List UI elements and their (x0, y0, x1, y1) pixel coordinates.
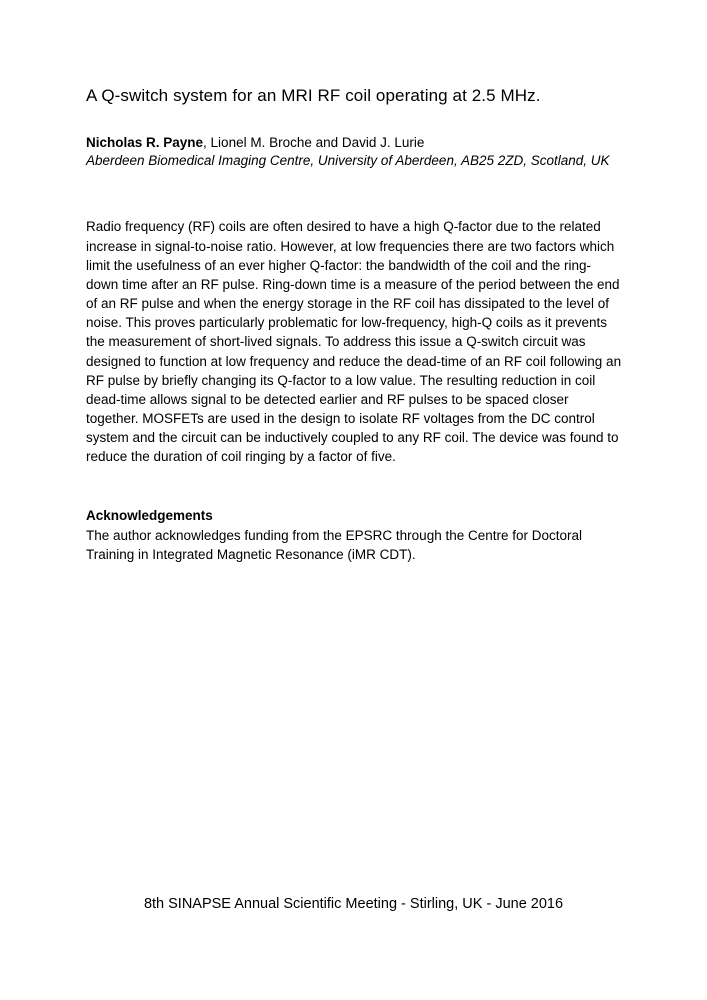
page-content (86, 86, 622, 564)
abstract-paragraph: Radio frequency (RF) coils are often desired to have a high Q-factor due to the related increase in signal-to-noise ratio. However, at low frequencies there are two factors which limit the usefulness of an ever higher Q-factor: the bandwidth of the coil and the ring-down time after an RF pulse. Ring-down time is a measure of the period between the end of an RF pulse and when the energy storage in the RF coil has dissipated to the level of noise. This proves particularly problematic for low-frequency, high-Q coils as it prevents the measurement of short-lived signals. To address this issue a Q-switch circuit was designed to function at low frequency and reduce the dead-time of an RF coil following an RF pulse by briefly changing its Q-factor to a low value. The resulting reduction in coil dead-time allows signal to be detected earlier and RF pulses to be spaced closer together. MOSFETs are used in the design to isolate RF voltages from the DC control system and the circuit can be inductively coupled to any RF coil. The device was found to reduce the duration of coil ringing by a factor of five. (86, 219, 622, 465)
lead-author-name: Nicholas R. Payne (86, 135, 204, 150)
authors-line (86, 134, 622, 152)
acknowledgements-heading: Acknowledgements (86, 508, 213, 524)
acknowledgements-text: The author acknowledges funding from the EPSRC through the Centre for Doctoral Training in Integrated Magnetic Resonance (iMR CDT). (86, 527, 583, 562)
conference-footer: 8th SINAPSE Annual Scientific Meeting - Stirling, UK - June 2016 (143, 896, 564, 912)
paper-title: A Q-switch system for an MRI RF coil operating at 2.5 MHz. (86, 86, 541, 105)
other-authors: , Lionel M. Broche and David J. Lurie (203, 135, 425, 150)
affiliation-line: Aberdeen Biomedical Imaging Centre, University of Aberdeen, AB25 2ZD, Scotland, UK (86, 153, 610, 169)
